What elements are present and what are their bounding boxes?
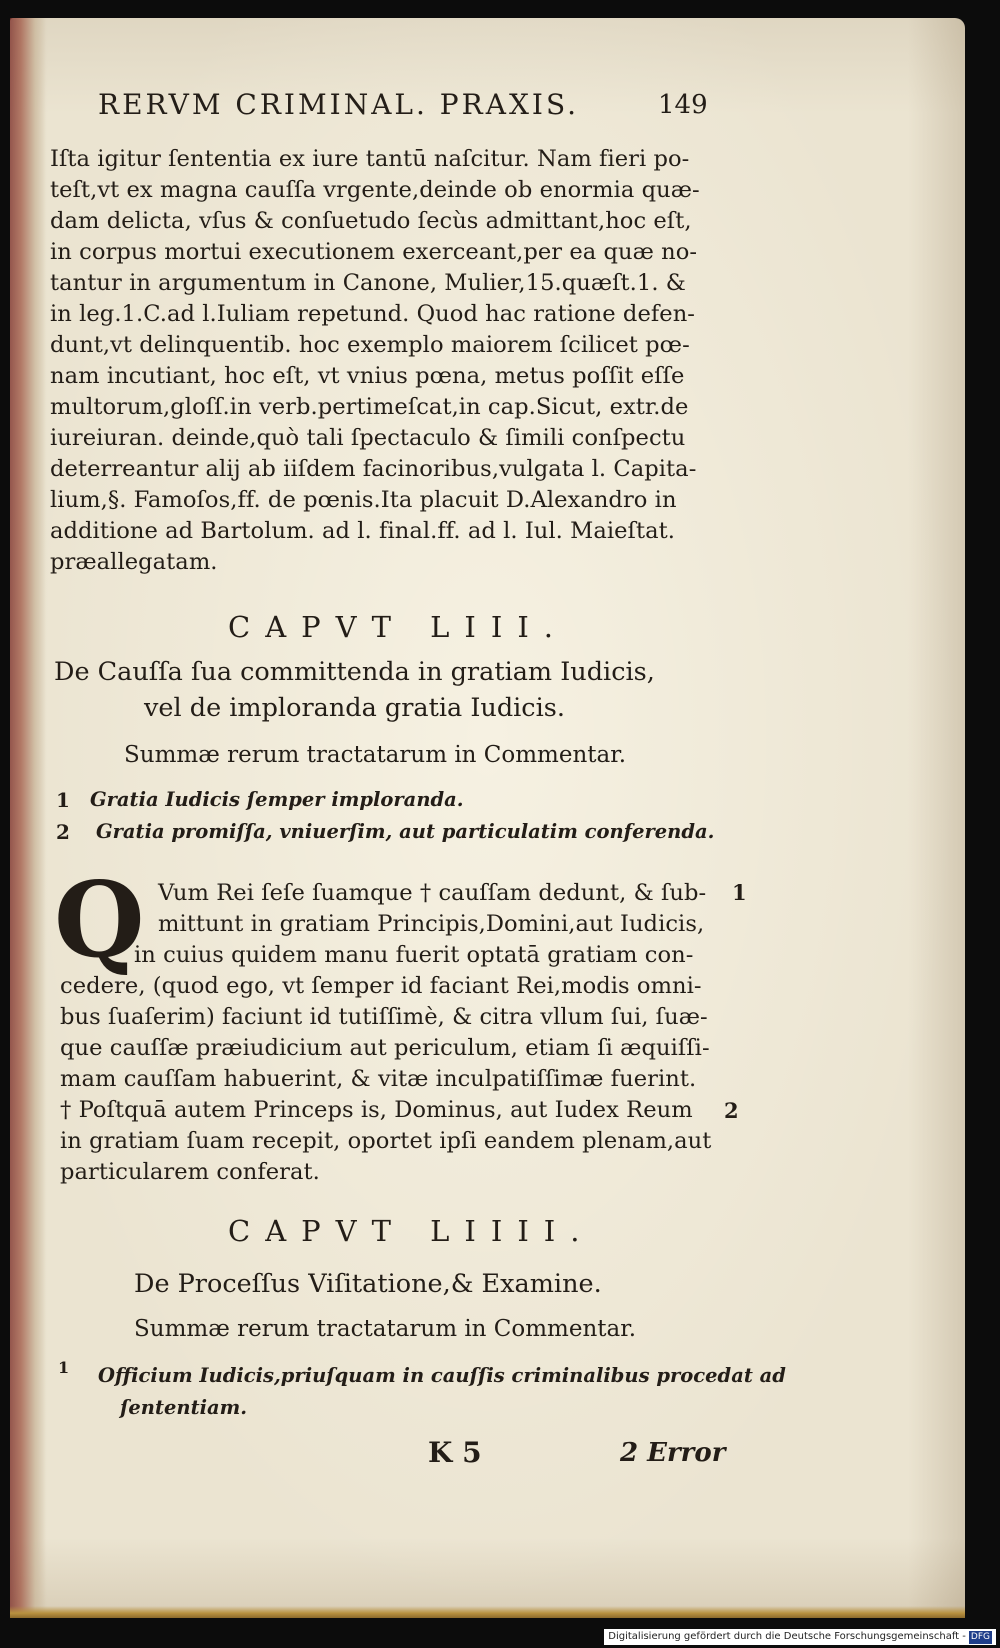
chapter-54-title: De Proceſſus Viſitatione,& Examine. [134,1269,602,1299]
chapter-54-summary-heading: Summæ rerum tractatarum in Commentar. [134,1316,637,1342]
text-line: in cuius quidem manu fuerit optatā gratiam con- [134,942,694,968]
text-line: Iſta igitur ſententia ex iure tantū naſcitur. Nam fieri po- [50,146,690,172]
summary-item-text-line: Officium Iudicis,priuſquam in cauſſis criminalibus procedat ad [98,1364,786,1387]
chapter-53-summary-heading: Summæ rerum tractatarum in Commentar. [124,742,627,768]
text-line: teſt,vt ex magna cauſſa vrgente,deinde ob enormia quæ- [50,177,700,203]
dfg-logo: DFG [970,1632,990,1642]
summary-item-text: Gratia Iudicis ſemper imploranda. [90,788,464,811]
text-line: multorum,gloſſ.in verb.pertimeſcat,in cap.Sicut, extr.de [50,394,689,420]
margin-note-number: 2 [724,1098,739,1123]
text-line: mittunt in gratiam Principis,Domini,aut Iudicis, [158,911,705,937]
text-line: nam incutiant, hoc eſt, vt vnius pœna, metus poſſit eſſe [50,363,685,389]
text-line: additione ad Bartolum. ad l. final.ff. ad l. Iul. Maieſtat. [50,518,675,544]
text-line: præallegatam. [50,549,218,575]
running-head-title: RERVM CRIMINAL. PRAXIS. [98,88,580,121]
summary-item-text-line: ſententiam. [120,1396,248,1419]
catchword: 2 Error [620,1438,726,1468]
text-line: in leg.1.C.ad l.Iuliam repetund. Quod hac ratione defen- [50,301,695,327]
text-line: que cauſſæ præiudicium aut periculum, etiam ſi æquiſſi- [60,1035,710,1061]
chapter-53-title-line-2: vel de imploranda gratia Iudicis. [144,693,565,723]
text-line: lium,§. Famoſos,ff. de pœnis.Ita placuit D.Alexandro in [50,487,677,513]
text-line: in gratiam ſuam recepit, oportet ipſi eandem plenam,aut [60,1128,712,1154]
summary-item-text: Gratia promiſſa, vniuerſim, aut particulatim conferenda. [96,820,715,843]
text-line: mam cauſſam habuerint, & vitæ inculpatiſſimæ fuerint. [60,1066,697,1092]
digitization-credit [604,1629,996,1645]
credit-text: Digitalisierung gefördert durch die Deutsche Forschungsgemeinschaft - [608,1631,966,1642]
page-number: 149 [658,90,708,120]
text-line: tantur in argumentum in Canone, Mulier,15.quæſt.1. & [50,270,686,296]
text-line: iureiuran. deinde,quò tali ſpectaculo & ſimili conſpectu [50,425,686,451]
margin-note-number: 1 [732,880,747,905]
text-line: cedere, (quod ego, vt ſemper id faciant Rei,modis omni- [60,973,702,999]
text-line: dam delicta, vſus & conſuetudo ſecùs admittant,hoc eſt, [50,208,692,234]
summary-item-number: 1 [58,1358,70,1377]
chapter-53-heading: CAPVT LIII. [228,610,568,644]
paragraph-continuation [50,144,730,578]
chapter-54-heading: CAPVT LIIII. [228,1214,595,1248]
text-line: particularem conferat. [60,1159,320,1185]
chapter-53-title-line-1: De Cauſſa ſua committenda in gratiam Iudicis, [54,657,655,687]
text-line: Vum Rei ſeſe ſuamque † cauſſam dedunt, & ſub- [158,880,707,906]
text-line: dunt,vt delinquentib. hoc exemplo maiorem ſcilicet pœ- [50,332,690,358]
signature-mark: K 5 [428,1436,482,1469]
summary-item-number: 1 [56,788,70,812]
book-page [10,18,965,1618]
text-line: bus ſuaſerim) faciunt id tutiſſimè, & citra vllum ſui, ſuæ- [60,1004,708,1030]
page-content [10,18,965,1618]
text-line: deterreantur alij ab iiſdem facinoribus,vulgata l. Capita- [50,456,697,482]
text-line: in corpus mortui executionem exerceant,per ea quæ no- [50,239,698,265]
summary-item-number: 2 [56,820,70,844]
drop-cap-initial: Q [54,858,145,981]
text-line: † Poſtquā autem Princeps is, Dominus, aut Iudex Reum [60,1097,693,1123]
